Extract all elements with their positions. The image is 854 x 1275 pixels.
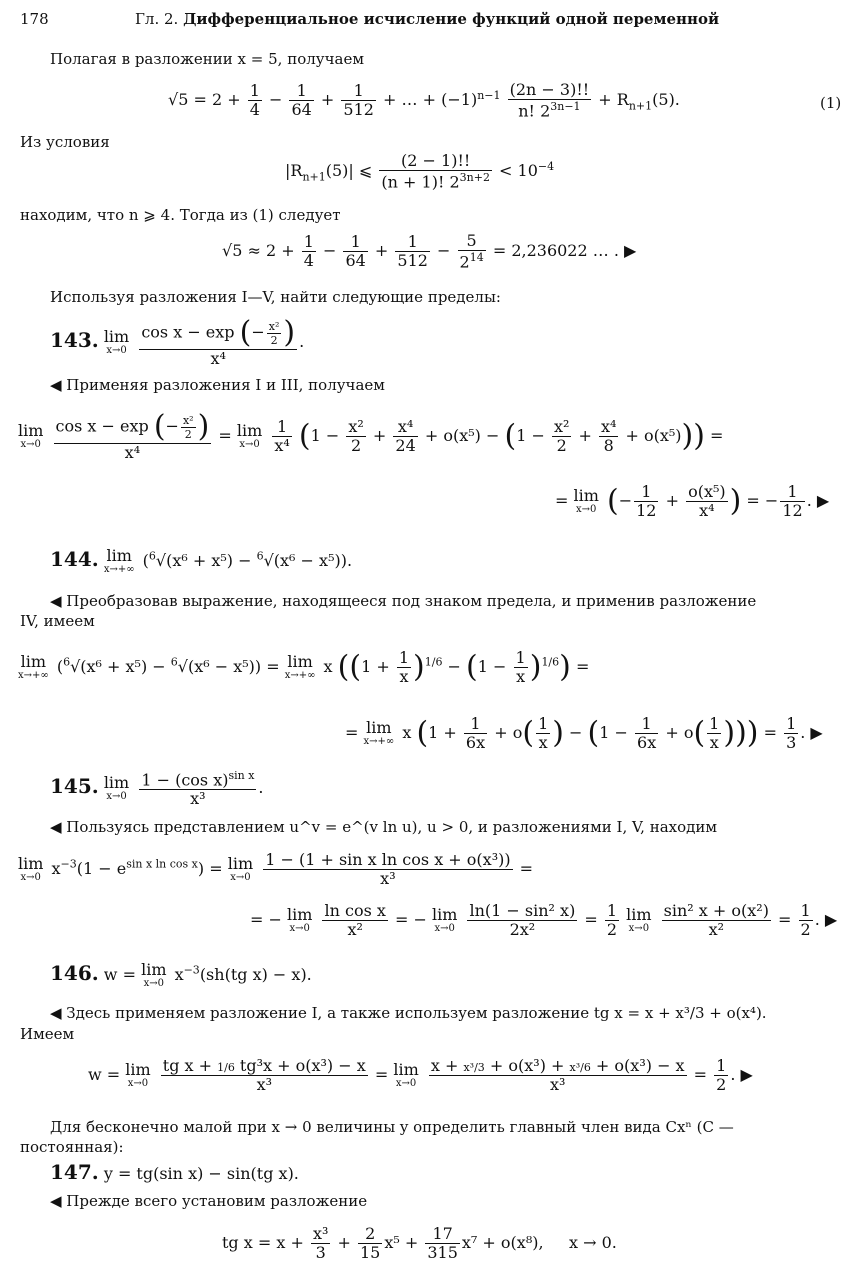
paragraph-5-line2: постоянная): (20, 1138, 124, 1156)
formula-sqrt5-expansion: √5 = 2 + $\frac{1}{4}$ − $\frac{1}{64}$ + $\frac{1}{512}$ + … + $(-1)^{n-1}$ $\frac{(2n - 3)!!}{n! 2^{3n-1}}$ + $R_{n+1}(5)$. (168, 80, 680, 121)
paragraph-3: находим, что n ⩾ 4. Тогда из (1) следует (20, 206, 341, 224)
paragraph-2: Из условия (20, 133, 110, 151)
approx-value: = 2,236022 … . ▶ (492, 241, 637, 261)
solution-146-line2: Имеем (20, 1025, 75, 1043)
exercise-147-task: y = tg(sin x) − sin(tg x). (103, 1164, 299, 1183)
exercise-147 (50, 1162, 299, 1182)
chapter-title: Дифференциальное исчисление функций одной переменной (183, 10, 720, 28)
formula-143-line2: = lim x→0 (− $\frac{1}{12}$ + $\frac{\text{o(x⁵)}}{\text{x⁴}}$ ) = − $\frac{1}{12}$ . ▶ (555, 482, 830, 520)
solution-144-line1: ◀ Преобразовав выражение, находящееся под знаком предела, и применив разложение (50, 592, 757, 610)
formula-147: tg x = x + $\frac{\text{x³}}{3}$ + $\frac{2}{15}$ x⁵ + $\frac{17}{315}$ x⁷ + o(x⁸), x → 0. (222, 1224, 617, 1262)
paragraph-4: Используя разложения I—V, найти следующие пределы: (50, 288, 501, 306)
exercise-number: 146. (50, 961, 99, 985)
exercise-number: 143. (50, 328, 99, 352)
formula-144-line2: = lim x→+∞ x (1 + $\frac{1}{6x}$ + o( $\frac{1}{x}$ ) − (1 − $\frac{1}{6x}$ + o( $\frac{1}{x}$ ))) = $\frac{1}{3}$ . ▶ (345, 714, 823, 752)
exercise-number: 145. (50, 774, 99, 799)
paragraph-1: Полагая в разложении x = 5, получаем (50, 50, 364, 68)
equation-number: (1) (820, 94, 842, 112)
exercise-143: 143. lim x→0 cos x − exp (− $\frac{\text{x²}}{2}$ ) x⁴ . (50, 315, 305, 368)
exercise-144: 144. lim x→+∞ ($^6$√(x⁶ + x⁵) − $^6$√(x⁶ − x⁵)). (50, 546, 353, 575)
paragraph-5-line1: Для бесконечно малой при x → 0 величины y определить главный член вида Cxⁿ (C — (50, 1118, 734, 1136)
chapter-label: Гл. 2. (135, 10, 179, 28)
formula-146: w = lim x→0 $\frac{\text{tg x + 1/6 tg³x + o(x³) − x}}{\text{x³}}$ = lim x→0 $\frac{\text{x + x³/3 + o(x³) + x³/6 + o(x³) − x}}{\text{x³}}$ = $\frac{1}{2}$ . ▶ (88, 1056, 753, 1094)
solution-145: ◀ Пользуясь представлением u^v = e^(v ln u), u > 0, и разложениями I, V, находим (50, 818, 718, 836)
formula-sqrt5-approx: √5 ≈ 2 + $\frac{1}{4}$ − $\frac{1}{64}$ + $\frac{1}{512}$ − $\frac{5}{2^{14}}$ = 2,236022 … . ▶ (222, 231, 637, 272)
solution-144-line2: IV, имеем (20, 612, 95, 630)
exercise-145: 145. lim x→0 $\frac{1 - (\cos x)^{sin x}}{\text{x³}}$ . (50, 769, 264, 809)
exercise-number: 144. (50, 547, 99, 571)
formula-145-line2: = − lim x→0 $\frac{\text{ln cos x}}{\text{x²}}$ = − lim x→0 $\frac{\text{ln(1 − sin² x)}}{\text{2x²}}$ = $\frac{1}{2}$ lim x→0 $\frac{\text{sin² x + o(x²)}}{\text{x²}}$ = $\frac{1}{2}$ . ▶ (250, 901, 838, 939)
exercise-146: 146. w = lim x→0 $x^{-3}(sh(tg$ x) − x). (50, 960, 312, 989)
formula-147-condition: x → 0. (569, 1233, 617, 1252)
solution-143: ◀ Применяя разложения I и III, получаем (50, 376, 385, 394)
solution-147: ◀ Прежде всего установим разложение (50, 1192, 368, 1210)
formula-143-line1: lim x→0 cos x − exp (− $\frac{\text{x²}}{2}$ ) x⁴ = lim x→0 $\frac{1}{\text{x⁴}}$ (1 − $\frac{\text{x²}}{2}$ + $\frac{\text{x⁴}}{24}$ + o(x⁵) − (1 − $\frac{\text{x²}}{2}$ + $\frac{\text{x⁴}}{8}$ + o(x⁵))) = (18, 409, 724, 462)
formula-remainder-bound: $|R_{n+1}(5)|$ ⩽ $\frac{(2 - 1)!!}{(n + 1)! 2^{3n+2}}$ < $10^{-4}$ (285, 151, 555, 192)
page-number: 178 (20, 10, 49, 28)
running-head (135, 12, 719, 27)
formula-145-line1: lim x→0 $x^{-3}(1 - e^{sin x ln cos x})$ = lim x→0 $\frac{\text{1 − (1 + sin x ln cos x + o(x³))}}{\text{x³}}$ = (18, 850, 534, 888)
formula-144-line1: lim x→+∞ ($^6$√(x⁶ + x⁵) − $^6$√(x⁶ − x⁵)) = lim x→+∞ x ((1 + $\frac{1}{x}$ )$^{1/6}$ − (1 − $\frac{1}{x}$ )$^{1/6}$) = (18, 648, 590, 686)
solution-146-line1: ◀ Здесь применяем разложение I, а также используем разложение tg x = x + x³/3 + o(x⁴). (50, 1004, 767, 1022)
exercise-number: 147. (50, 1160, 99, 1184)
